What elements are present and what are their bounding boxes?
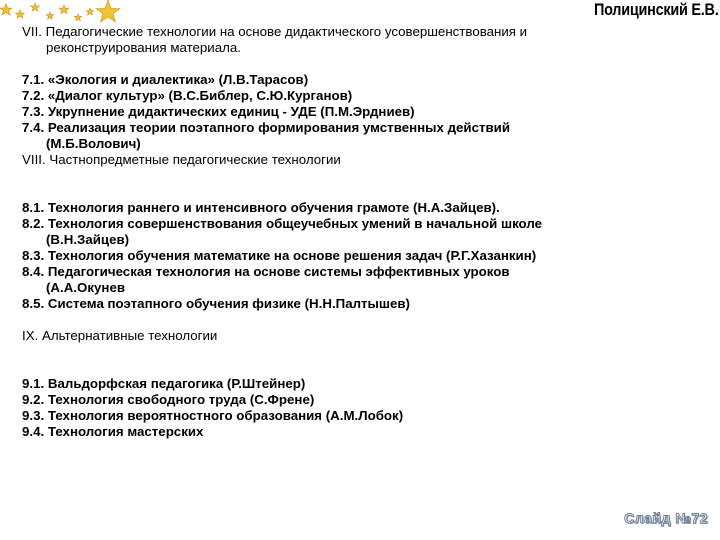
spacer	[22, 56, 712, 72]
section-7-item: 7.4. Реализация теории поэтапного формирования умственных действий	[22, 120, 511, 135]
section-9-item: 9.1. Вальдорфская педагогика (Р.Штейнер)	[22, 376, 306, 391]
section-9-item: 9.3. Технология вероятностного образования (А.М.Лобок)	[22, 408, 404, 423]
section-8-item-continued: (А.А.Окунев	[46, 280, 126, 295]
section-9-item: 9.2. Технология свободного труда (С.Френе)	[22, 392, 315, 407]
spacer	[22, 344, 712, 360]
slide-content	[22, 24, 712, 440]
section-7-item-continued: (М.Б.Волович)	[46, 136, 141, 151]
section-7-item: 7.3. Укрупнение дидактических единиц - УДЕ (П.М.Эрдниев)	[22, 104, 415, 119]
section-8-item: 8.5. Система поэтапного обучения физике (Н.Н.Палтышев)	[22, 296, 410, 311]
slide-number: Слайд №72	[624, 510, 708, 526]
spacer	[22, 312, 712, 328]
section-8-title: VIII. Частнопредметные педагогические технологии	[22, 152, 341, 167]
section-8-item-continued: (В.Н.Зайцев)	[46, 232, 130, 247]
section-7-item: 7.1. «Экология и диалектика» (Л.В.Тарасов)	[22, 72, 309, 87]
section-7-item: 7.2. «Диалог культур» (В.С.Библер, С.Ю.Курганов)	[22, 88, 353, 103]
spacer	[22, 360, 712, 376]
star-icon	[0, 0, 120, 22]
spacer	[22, 168, 712, 184]
section-9-item: 9.4. Технология мастерских	[22, 424, 204, 439]
section-7-title: VII. Педагогические технологии на основе дидактического усовершенствования и	[22, 24, 528, 39]
section-8-item: 8.1. Технология раннего и интенсивного обучения грамоте (Н.А.Зайцев).	[22, 200, 500, 215]
section-7-title-continued: реконструирования материала.	[46, 40, 241, 55]
section-9-title: IX. Альтернативные технологии	[22, 328, 218, 343]
section-8-item: 8.3. Технология обучения математике на основе решения задач (Р.Г.Хазанкин)	[22, 248, 537, 263]
section-8-item: 8.2. Технология совершенствования общеучебных умений в начальной школе	[22, 216, 543, 231]
section-8-item: 8.4. Педагогическая технология на основе системы эффективных уроков	[22, 264, 510, 279]
spacer	[22, 184, 712, 200]
author-name: Полицинский Е.В.	[593, 0, 718, 19]
